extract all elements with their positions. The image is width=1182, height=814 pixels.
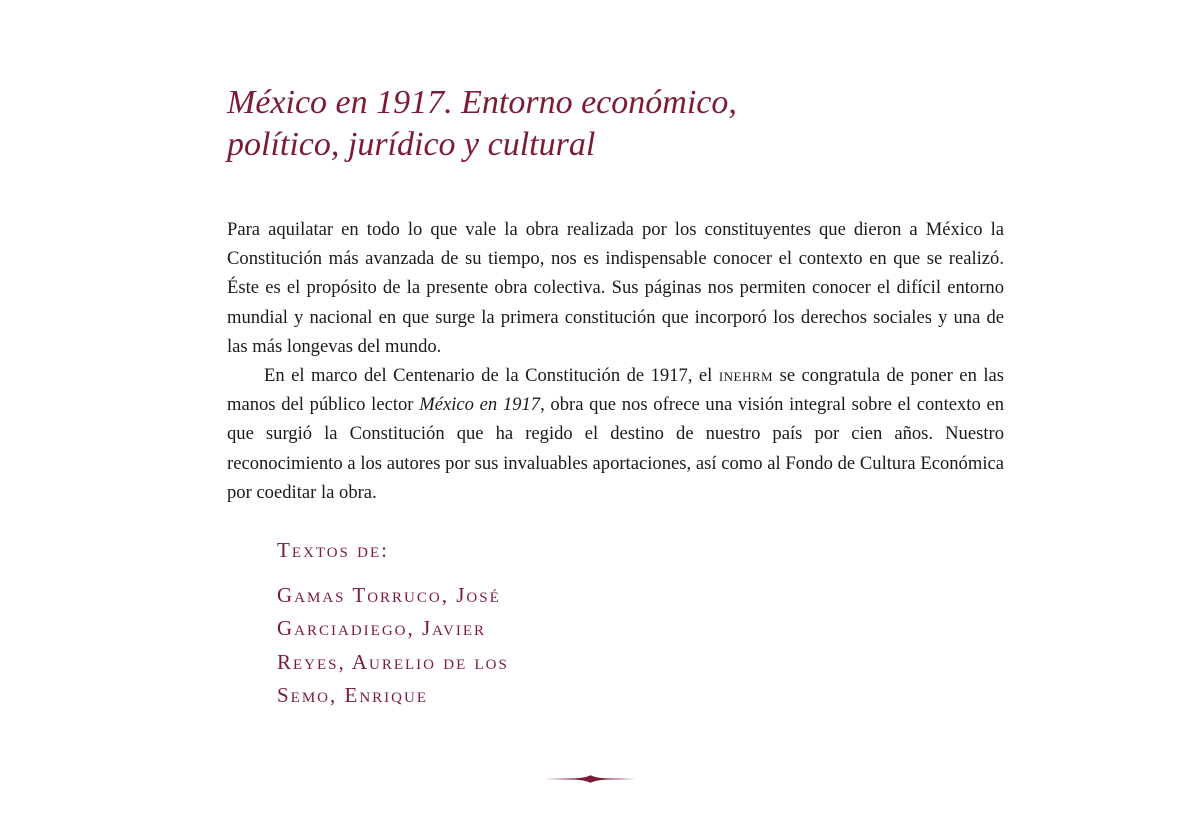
book-title-reference: México en 1917	[419, 394, 541, 416]
paragraph-1: Para aquilatar en todo lo que vale la obra realizada por los constituyentes que dieron a México la Constitución más avanzada de su tiempo, nos es indispensable conocer el contexto en que se realizó. Éste es el propósito de la presente obra colectiva. Sus páginas nos permiten conocer el difícil entorno mundial y nacional en que surge la primera constitución que incorporó los derechos sociales y una de las más longevas del mundo.	[227, 219, 1004, 357]
body-text	[227, 215, 1004, 507]
credits-label: Textos de:	[277, 538, 389, 562]
author-item: Reyes, Aurelio de los	[277, 649, 509, 674]
author-list	[277, 579, 509, 712]
ornament-divider-icon	[545, 772, 636, 786]
paragraph-2-part-3: , obra que nos ofrece una visión integral sobre el contexto en que surgió la Constitución que ha regido el destino de nuestro país por cien años. Nuestro reconocimiento a los autores por sus invaluables aportaciones, así como al Fondo de Cultura Económica por coeditar la obra.	[227, 394, 1005, 503]
inehrm-acronym: inehrm	[718, 365, 774, 387]
paragraph-2-part-1: En el marco del Centenario de la Constitución de 1917, el	[264, 365, 719, 387]
paragraph-2	[227, 361, 1004, 507]
author-credits	[277, 534, 509, 712]
author-item: Gamas Torruco, José	[277, 583, 501, 607]
page-title-line-2: político, jurídico y cultural	[227, 126, 596, 163]
paragraph-2-part-2: se congratula de poner en las manos del público lector	[227, 365, 1004, 416]
page-title	[227, 82, 927, 166]
page-title-line-1: México en 1917. Entorno económico,	[227, 84, 737, 121]
author-item: Semo, Enrique	[277, 682, 428, 707]
author-item: Garciadiego, Javier	[277, 616, 487, 641]
